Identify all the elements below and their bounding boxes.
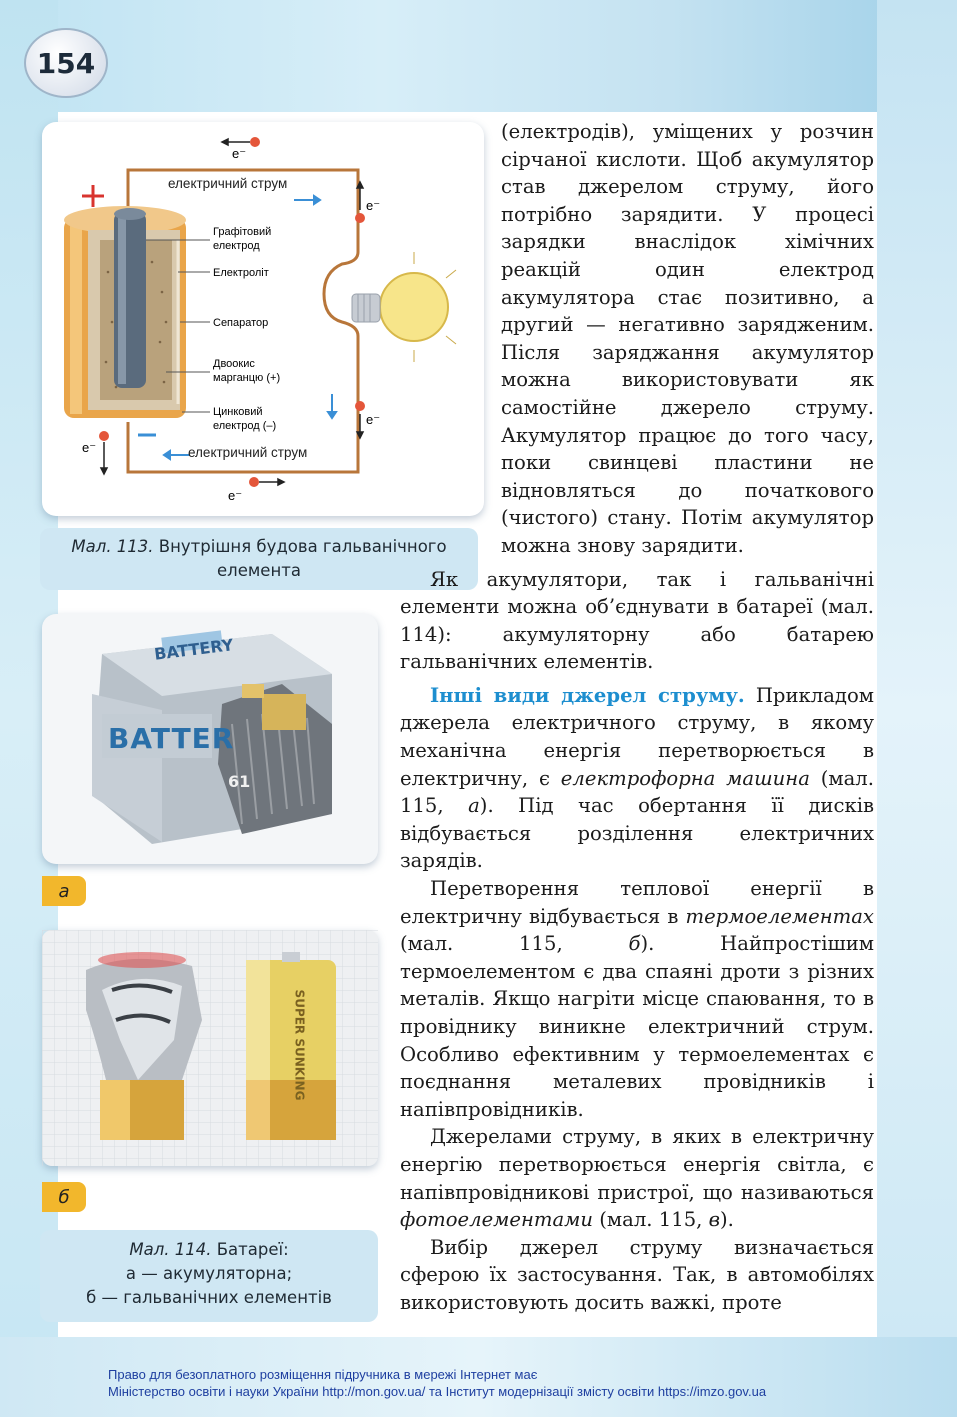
- paragraph-5-end: ).: [720, 1208, 734, 1232]
- electron-label-left-bottom: e⁻: [82, 440, 97, 455]
- paragraph-4-ref: (мал. 115,: [400, 932, 629, 956]
- figure-114-caption: [40, 1230, 378, 1322]
- caption-line2: а — акумуляторна;: [125, 1264, 293, 1283]
- caption-label: Мал. 114.: [129, 1240, 212, 1259]
- battery-top-label: BATTERY: [153, 635, 235, 664]
- paragraph-1: (електродів), уміщених у розчин сірчаної кислоти. Щоб акумулятор став джерелом струму, його потрібно зарядити. У процесі зарядки внаслідок хімічних реакцій один електрод акумулятора стає позитивно, а другий — негативно зарядженим. Після заряджання акумулятор можна використовувати як самостійне джерело струму. Акумулятор працює до того часу, поки свинцеві пластини не відновляться до початкового (чистого) стану. Потім акумулятор можна знову зарядити.: [501, 120, 874, 557]
- caption-label: Мал. 113.: [71, 537, 154, 556]
- battery-front-label: BATTER: [108, 722, 235, 755]
- figure-114b-tag: б: [42, 1182, 86, 1212]
- footer-line1: Право для безоплатного розміщення підручника в мережі Інтернет має: [108, 1367, 538, 1382]
- current-label-top: електричний струм: [168, 176, 288, 191]
- footer-notice: [108, 1366, 888, 1400]
- galvanic-battery-image: [42, 930, 378, 1166]
- paragraph-4-end: ). Найпростішим термоелементом є два спаяні дроти з різних металів. Якщо нагріти місце спаювання, то в провіднику виникне електричний струм. Особливо ефективним у термоелементах є поєднання металевих провідників і напівпровідників.: [400, 932, 874, 1121]
- section-heading: Інші види джерел струму.: [430, 683, 745, 707]
- term-thermoelements: термоелементах: [685, 904, 874, 928]
- main-text: [400, 118, 874, 1317]
- label-zinc-2: електрод (–): [213, 420, 277, 432]
- paragraph-4-text: Перетворення теплової енергії в електричну відбувається в: [400, 877, 874, 928]
- label-graphite-1: Графітовий: [213, 226, 272, 238]
- page-header-background: [0, 0, 957, 112]
- caption-line1: Батареї:: [216, 1240, 289, 1259]
- label-electrolyte: Електроліт: [213, 267, 269, 279]
- electron-label-top: e⁻: [232, 146, 247, 161]
- electron-label-right-top: e⁻: [366, 198, 381, 213]
- label-graphite-2: електрод: [213, 240, 260, 252]
- figure-114a-tag: а: [42, 876, 86, 906]
- paragraph-4: [400, 875, 874, 1123]
- paragraph-3-ref: (мал. 115,: [400, 766, 874, 818]
- label-mno2-2: марганцю (+): [213, 372, 281, 384]
- current-label-bottom: електричний струм: [188, 445, 308, 460]
- page-number: 154: [24, 28, 108, 98]
- term-photoelements: фотоелементами: [400, 1208, 594, 1232]
- electron-label-right-bottom: e⁻: [366, 412, 381, 427]
- paragraph-3: [400, 682, 874, 875]
- electron-label-bottom: e⁻: [228, 488, 243, 503]
- term-electrophore: електрофорна машина: [560, 766, 810, 790]
- paragraph-4-ref-letter: б: [628, 932, 641, 956]
- paragraph-2-text: Як акумулятори, так і гальванічні елементи можна об’єднувати в батареї (мал. 114): акумуляторну або батарею гальванічних елементів.: [400, 567, 874, 674]
- paragraph-3-text: Прикладом джерела електричного струму, в якому механічна енергія перетворюється в електричну, є: [400, 683, 874, 790]
- caption-text: Внутрішня будова гальванічного елемента: [158, 537, 447, 580]
- paragraph-5-ref: (мал. 115,: [593, 1208, 709, 1232]
- paragraph-3-end: ). Під час обертання її дисків відбувається розділення електричних зарядів.: [400, 794, 874, 873]
- label-separator: Сепаратор: [213, 317, 269, 329]
- footer-line2: Міністерство освіти і науки України http://mon.gov.ua/ та Інститут модернізації змісту освіти https://imzo.gov.ua: [108, 1384, 767, 1399]
- figure-114b-panel: [42, 930, 378, 1166]
- battery-code-label: 61: [228, 772, 251, 791]
- paragraph-5-text: Джерелами струму, в яких в електричну енергію перетворюється енергія світла, є напівпровідникові пристрої, що називаються: [400, 1125, 874, 1204]
- right-margin-background: [877, 0, 957, 1417]
- paragraph-2: [400, 566, 874, 676]
- paragraph-3-ref-letter: а: [468, 794, 480, 818]
- cell-brand-label: SUPER SUNKING: [292, 989, 307, 1101]
- paragraph-6: Вибір джерел струму визначається сферою їх застосування. Так, в автомобілях використовують досить важкі, проте: [400, 1235, 874, 1314]
- caption-line3: б — гальванічних елементів: [86, 1288, 332, 1307]
- label-mno2-1: Двоокис: [213, 358, 255, 370]
- figure-114a-panel: [42, 614, 378, 864]
- paragraph-5: [400, 1123, 874, 1233]
- paragraph-5-ref-letter: в: [708, 1208, 721, 1232]
- label-zinc-1: Цинковий: [213, 406, 263, 418]
